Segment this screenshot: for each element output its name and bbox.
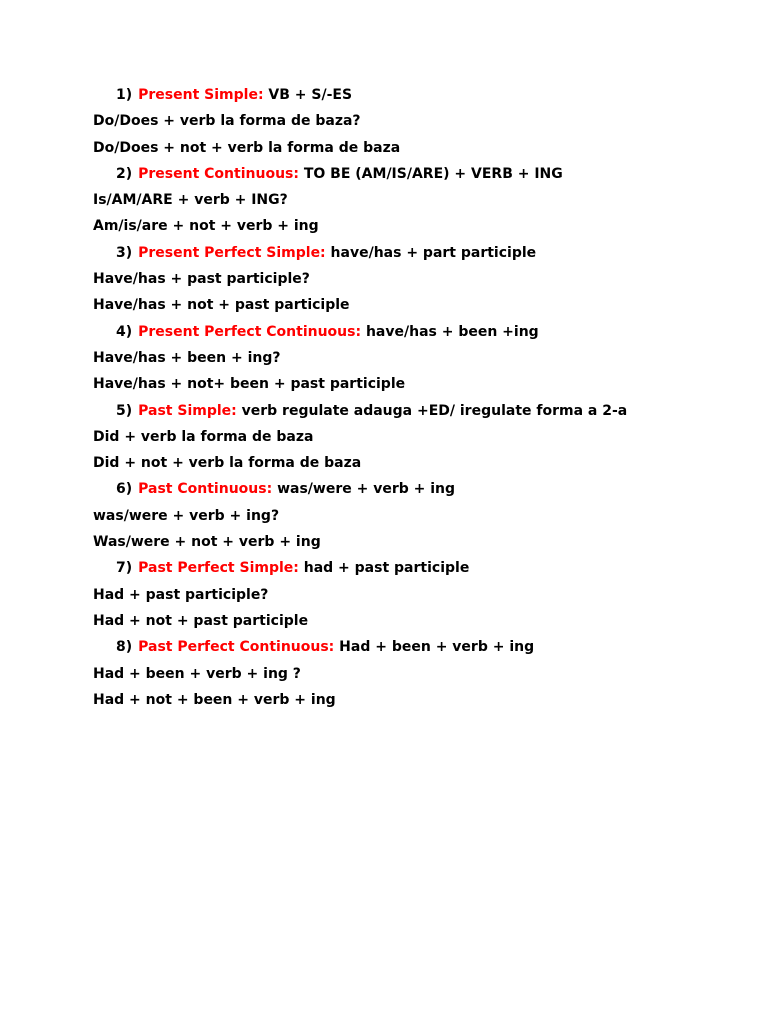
tense-formula: was/were + verb + ing [277, 481, 456, 498]
question-form: Had + past participle? [93, 586, 269, 603]
section-heading [93, 85, 733, 111]
tense-name: Past Perfect Simple: [138, 560, 299, 577]
section-number: 5) [116, 402, 133, 419]
tense-formula: have/has + been +ing [365, 323, 539, 340]
tense-name: Past Perfect Continuous: [138, 639, 335, 656]
section-number: 6) [116, 481, 133, 498]
tense-formula: verb regulate adauga +ED/ iregulate forma a 2-a [241, 402, 628, 419]
negative-form: Had + not + been + verb + ing [93, 691, 336, 708]
tense-name: Present Perfect Simple: [138, 244, 326, 261]
section-heading [93, 164, 733, 190]
section-number: 4) [116, 323, 133, 340]
section-number: 1) [116, 87, 133, 103]
negative-form: Have/has + not + past participle [93, 297, 350, 314]
section-heading [93, 637, 733, 663]
section-heading [93, 243, 733, 269]
question-form: Do/Does + verb la forma de baza? [93, 113, 361, 130]
section-number: 2) [116, 165, 133, 182]
tense-list [93, 85, 733, 716]
section-number: 8) [116, 639, 133, 656]
section-number: 7) [116, 560, 133, 577]
negative-form: Am/is/are + not + verb + ing [93, 218, 319, 235]
question-form: Have/has + past participle? [93, 271, 310, 288]
tense-name: Past Continuous: [138, 481, 273, 498]
question-form: Had + been + verb + ing ? [93, 665, 301, 682]
tense-name: Past Simple: [138, 402, 237, 419]
section-heading [93, 558, 733, 584]
tense-formula: Had + been + verb + ing [339, 639, 535, 656]
question-form: Have/has + been + ing? [93, 349, 281, 366]
tense-formula: VB + S/-ES [268, 87, 353, 103]
negative-form: Had + not + past participle [93, 612, 309, 629]
section-heading [93, 322, 733, 348]
tense-formula: had + past participle [303, 560, 470, 577]
tense-formula: TO BE (AM/IS/ARE) + VERB + ING [303, 165, 563, 182]
negative-form: Did + not + verb la forma de baza [93, 455, 362, 472]
section-heading [93, 401, 733, 427]
negative-form: Do/Does + not + verb la forma de baza [93, 139, 401, 156]
tense-name: Present Simple: [138, 87, 264, 103]
section-number: 3) [116, 244, 133, 261]
negative-form: Have/has + not+ been + past participle [93, 376, 406, 393]
tense-formula: have/has + part participle [330, 244, 537, 261]
question-form: Is/AM/ARE + verb + ING? [93, 192, 288, 209]
question-form: Did + verb la forma de baza [93, 428, 314, 445]
question-form: was/were + verb + ing? [93, 507, 280, 524]
negative-form: Was/were + not + verb + ing [93, 534, 321, 551]
tense-name: Present Continuous: [138, 165, 299, 182]
section-heading [93, 479, 733, 505]
tense-name: Present Perfect Continuous: [138, 323, 362, 340]
